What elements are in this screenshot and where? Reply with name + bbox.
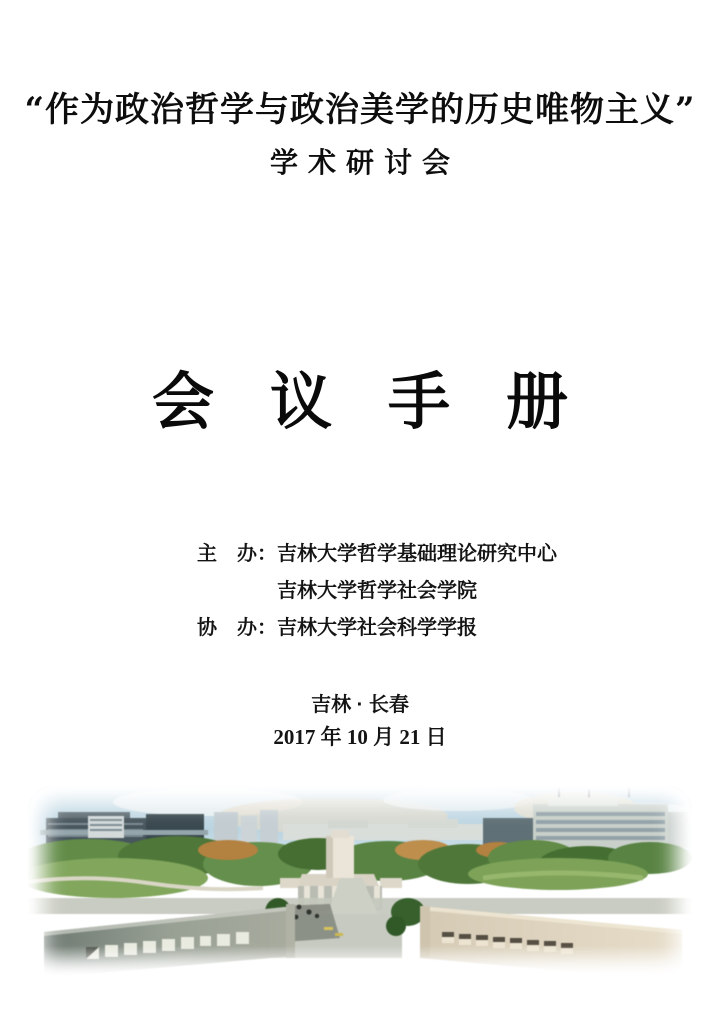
host-row-2: [197, 581, 557, 601]
host-organization-2: 吉林大学哲学社会学院: [277, 580, 477, 602]
host-row-1: [197, 544, 557, 564]
conference-subtitle-text: 学术研讨会: [269, 146, 460, 179]
co-host-label: 协 办：: [197, 617, 277, 639]
organizers-block: [197, 544, 557, 655]
handbook-title-text: 会议手册: [151, 365, 624, 438]
co-host-row: [197, 618, 557, 638]
campus-photo: [28, 786, 692, 982]
host-organization-1: 吉林大学哲学基础理论研究中心: [277, 543, 557, 565]
host-label: 主 办：: [197, 543, 277, 565]
campus-photo-illustration: [28, 786, 692, 982]
venue-city: 吉林 · 长春: [311, 694, 409, 716]
conference-subtitle: [0, 141, 720, 181]
conference-date: 2017 年 10 月 21 日: [273, 725, 447, 749]
co-host-organization: 吉林大学社会科学学报: [277, 617, 477, 639]
conference-title: “作为政治哲学与政治美学的历史唯物主义”: [24, 90, 696, 130]
handbook-title: [0, 352, 720, 441]
